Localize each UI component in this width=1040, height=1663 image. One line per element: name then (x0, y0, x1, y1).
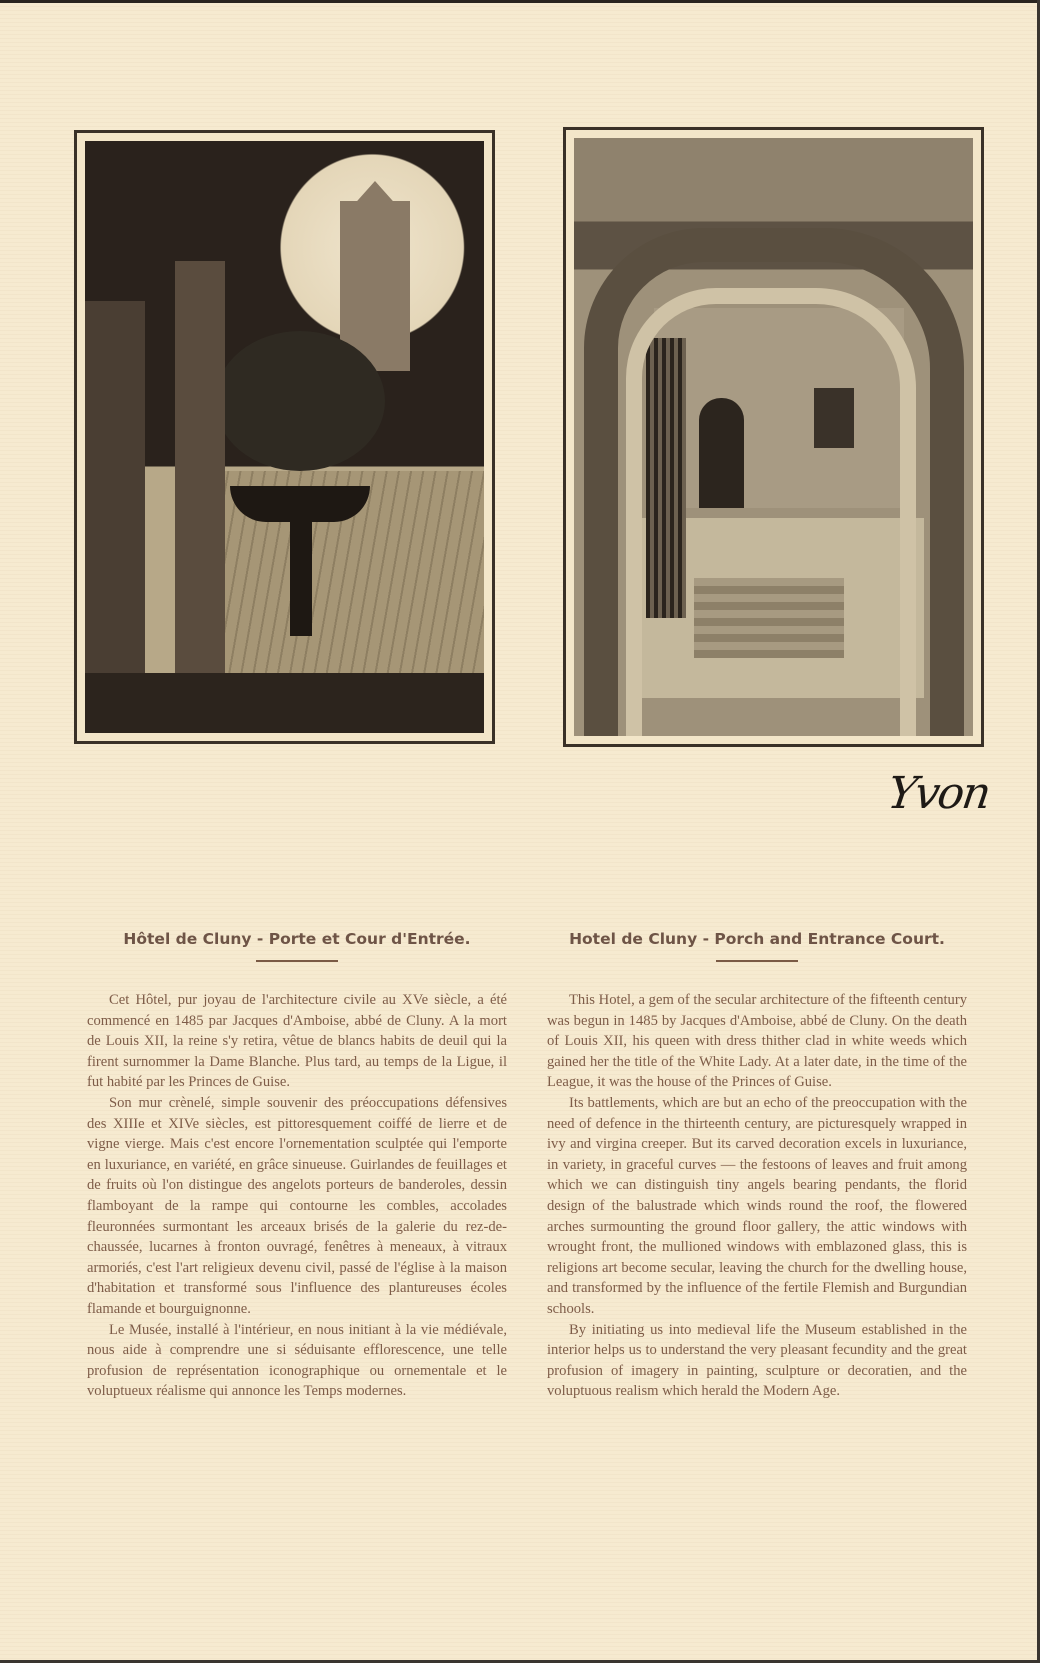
shadowed-floor (85, 673, 484, 733)
photo-frame-right (563, 127, 984, 747)
paragraph: Le Musée, installé à l'intérieur, en nous initiant à la vie médiévale, nous aide à comprendre une si séduisante efflorescence, une telle profusion de représentation iconographique ou ornementale et le voluptueux réalisme qui annonce les Temps modernes. (87, 1321, 507, 1400)
english-body (547, 990, 967, 1402)
title-divider (716, 960, 798, 962)
english-column (547, 930, 967, 1402)
title-divider (256, 960, 338, 962)
french-body (87, 990, 507, 1402)
artist-signature: Yvon (884, 768, 993, 819)
french-title: Hôtel de Cluny - Porte et Cour d'Entrée. (123, 930, 471, 948)
paragraph: Cet Hôtel, pur joyau de l'architecture civile au XVe siècle, a été commencé en 1485 par Jacques d'Amboise, abbé de Cluny. A la mort de Louis XII, la reine s'y retira, vêtue de blancs habits de deuil qui la firent surnommer la Dame Blanche. Plus tard, au temps de la Ligue, il fut habité par les Princes de Guise. (87, 992, 507, 1091)
scan-edge-top (0, 0, 1040, 3)
photo-frame-left (74, 130, 495, 744)
fountain-pedestal (290, 516, 312, 636)
paragraph: This Hotel, a gem of the secular architecture of the fifteenth century was begun in 1485 by Jacques d'Amboise, abbé de Cluny. On the death of Louis XII, his queen with dress thither clad in white weeds which gained her the title of the White Lady. At a later date, in the time of the League, it was the house of the Princes of Guise. (547, 992, 967, 1091)
photo-carved-porch (574, 138, 973, 736)
column-middle (175, 261, 225, 673)
paragraph: Its battlements, which are but an echo of the preoccupation with the need of defence in the thirteenth century, are picturesquely wrapped in ivy and virgina creeper. But its carved decoration excels in luxuriance, in variety, in graceful curves — the festoons of leaves and fruit among which we can distinguish tiny angels bearing pendants, the florid design of the balustrade which winds round the roof, the flowered arches surmounting the ground floor gallery, the attic windows with wrought front, the mullioned windows with emblazoned glass, this is religions art become secular, leaving the church for the dwelling house, and transformed by the influence of the fertile Flemish and Burgundian schools. (547, 1094, 967, 1317)
english-title: Hotel de Cluny - Porch and Entrance Court. (569, 930, 945, 948)
french-column (87, 930, 507, 1402)
photo-archway-courtyard (85, 141, 484, 733)
potted-plant (215, 331, 385, 471)
carved-arch-inner (626, 288, 916, 736)
paragraph: By initiating us into medieval life the Museum established in the interior helps us to understand the very pleasant fecundity and the great profusion of imagery in painting, sculpture or decoratien, and the voluptuous realism which herald the Modern Age. (547, 1321, 967, 1400)
column-left (85, 301, 145, 733)
paragraph: Son mur crènelé, simple souvenir des préoccupations défensives des XIIIe et XIVe siècles, est pittoresquement coiffé de lierre et de vigne vierge. Mais c'est encore l'ornementation sculptée qui l'emporte en luxuriance, en variété, en grâce sinueuse. Guirlandes de feuillages et de fruits où l'on distingue des angelots porteurs de banderoles, dessin flamboyant de la rampe qui contourne les combles, accolades fleuronnées surmontant les arceaux brisés de la galerie du rez-de-chaussée, lucarnes à fronton ouvragé, fenêtres à meneaux, à vitraux armoriés, c'est l'art religieux devenu civil, passé de l'église à la maison d'habitation et transformé sous l'influence des plantureuses écoles flamande et bourguignonne. (87, 1094, 507, 1317)
